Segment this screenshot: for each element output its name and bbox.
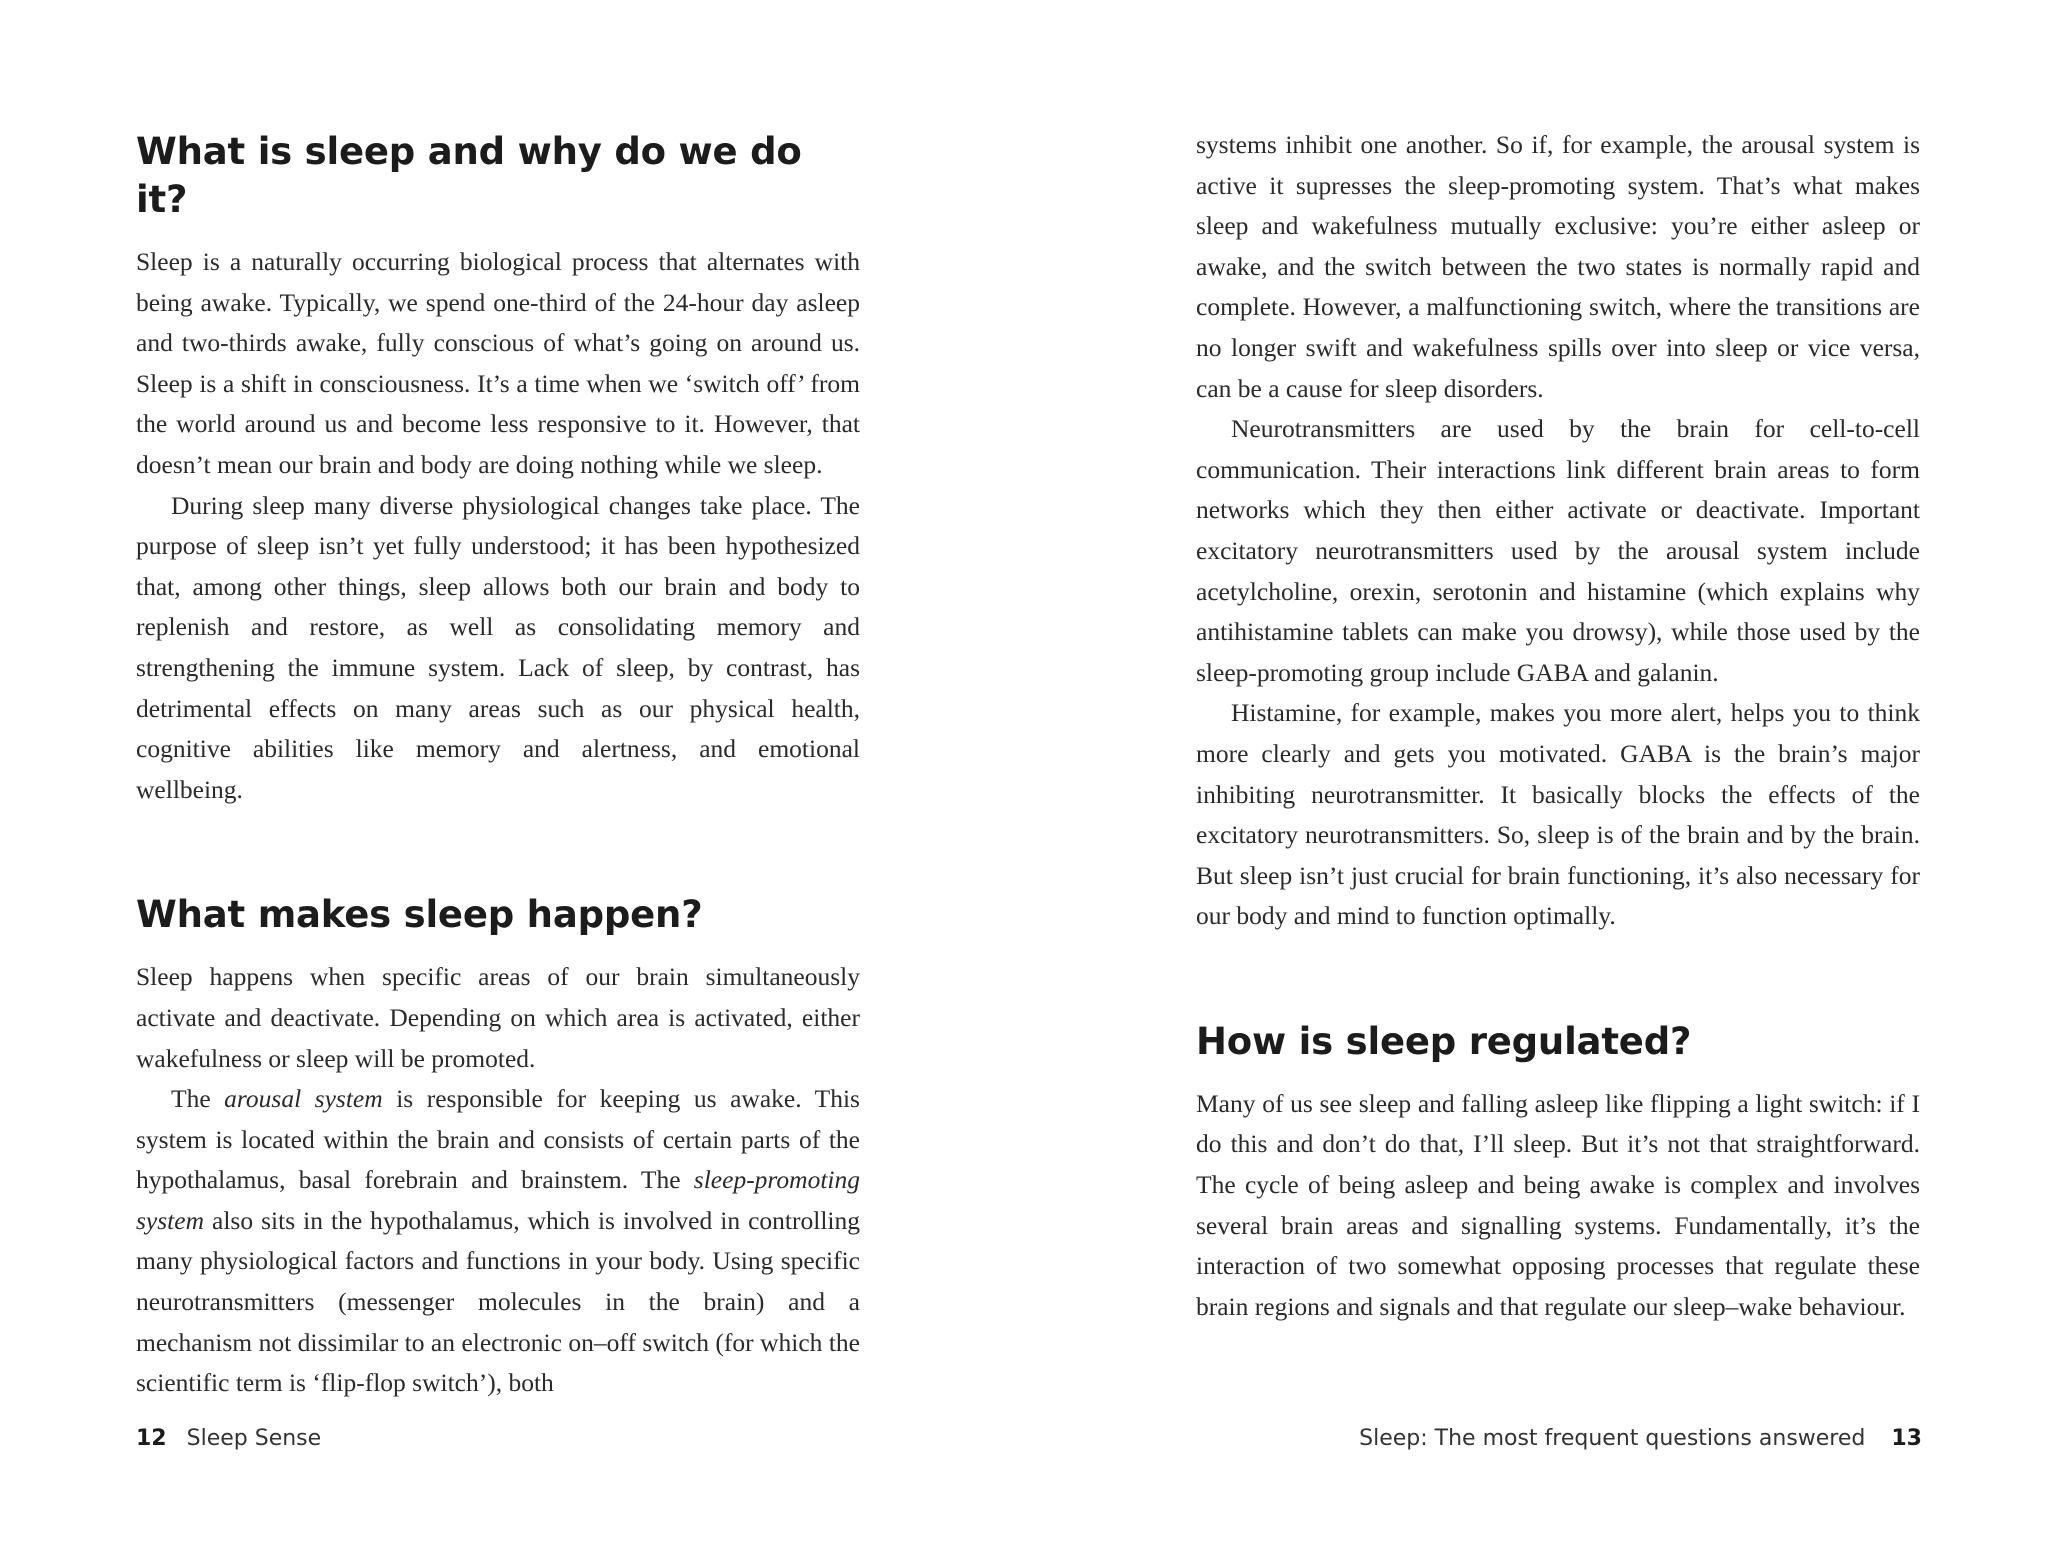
- section-spacer: [1196, 937, 1920, 1018]
- body-paragraph: Sleep happens when specific areas of our brain simultaneously activate and deactivate. Depending on which area is activated, either wakefulness or sleep will be promoted.: [136, 962, 860, 1073]
- body-paragraph: Sleep is a naturally occurring biological process that alternates with being awake. Typically, we spend one-third of the 24-hour day asleep and two-thirds awake, fully conscious of what’s going on around us. Sleep is a shift in consciousness. It’s a time when we ‘switch off’ from the world around us and become less responsive to it. However, that doesn’t mean our brain and body are doing nothing while we sleep.: [136, 247, 860, 479]
- page-number: 13: [1891, 1426, 1922, 1451]
- right-page: [1024, 0, 2048, 1543]
- section-spacer: [136, 810, 860, 891]
- body-paragraph: During sleep many diverse physiological changes take place. The purpose of sleep isn’t yet fully understood; it has been hypothesized that, among other things, sleep allows both our brain and body to replenish and restore, as well as consolidating memory and strengthening the immune system. Lack of sleep, by contrast, has detrimental effects on many areas such as our physical health, cognitive abilities like memory and alertness, and emotional wellbeing.: [136, 490, 860, 804]
- left-page-footer: [136, 1424, 321, 1454]
- body-paragraph: Histamine, for example, makes you more alert, helps you to think more clearly and gets you motivated. GABA is the brain’s major inhibiting neurotransmitter. It basically blocks the effects of the excitatory neurotransmitters. So, sleep is of the brain and by the brain. But sleep isn’t just crucial for brain functioning, it’s also necessary for our body and mind to function optimally.: [1196, 698, 1920, 931]
- italic-term-sleep-promoting-system: sleep-promoting system: [136, 1165, 860, 1235]
- section-heading-what-is-sleep: What is sleep and why do we do it?: [136, 130, 802, 221]
- text-run: is responsible for keeping us awake. This system is located within the brain and consists of certain parts of the hypothalamus, basal forebrain and brainstem. The: [136, 1084, 860, 1195]
- text-run: The: [171, 1084, 225, 1114]
- body-paragraph: Neurotransmitters are used by the brain for cell-to-cell communication. Their interactions link different brain areas to form networks which they then either activate or deactivate. Important excitatory neurotransmitters used by the arousal system include acetylcholine, orexin, serotonin and histamine (which explains why antihistamine tablets can make you drowsy), while those used by the sleep-promoting group include GABA and galanin.: [1196, 414, 1920, 687]
- text-run: also sits in the hypothalamus, which is involved in controlling many physiological factors and functions in your body. Using specific neurotransmitters (messenger molecules in the brain) and a mechanism not dissimilar to an electronic on–off switch (for which the scientific term is ‘flip-flop switch’), both: [136, 1205, 860, 1398]
- body-paragraph: Many of us see sleep and falling asleep like flipping a light switch: if I do this and don’t do that, I’ll sleep. But it’s not that straightforward. The cycle of being asleep and being awake is complex and involves several brain areas and signalling systems. Fundamentally, it’s the interaction of two somewhat opposing processes that regulate these brain regions and signals and that regulate our sleep–wake behaviour.: [1196, 1088, 1920, 1321]
- running-footer-chapter-title: Sleep: The most frequent questions answered: [1359, 1426, 1866, 1451]
- left-text-column: [136, 128, 860, 1404]
- running-footer-book-title: Sleep Sense: [186, 1426, 322, 1451]
- right-text-column: [1196, 125, 1920, 1327]
- page-number: 12: [136, 1426, 167, 1451]
- body-paragraph-continued: systems inhibit one another. So if, for example, the arousal system is active it supresses the sleep-promoting system. That’s what makes sleep and wakefulness mutually exclusive: you’re either asleep or awake, and the switch between the two states is normally rapid and complete. However, a malfunctioning switch, where the transitions are no longer swift and wakefulness spills over into sleep or vice versa, can be a cause for sleep disorders.: [1196, 130, 1920, 403]
- italic-term-arousal-system: arousal system: [224, 1084, 383, 1114]
- right-page-footer: [1359, 1424, 1922, 1454]
- body-paragraph-arousal-system: [136, 1079, 860, 1404]
- section-heading-what-makes-sleep-happen: What makes sleep happen?: [136, 893, 703, 937]
- section-heading-how-is-sleep-regulated: How is sleep regulated?: [1196, 1019, 1692, 1063]
